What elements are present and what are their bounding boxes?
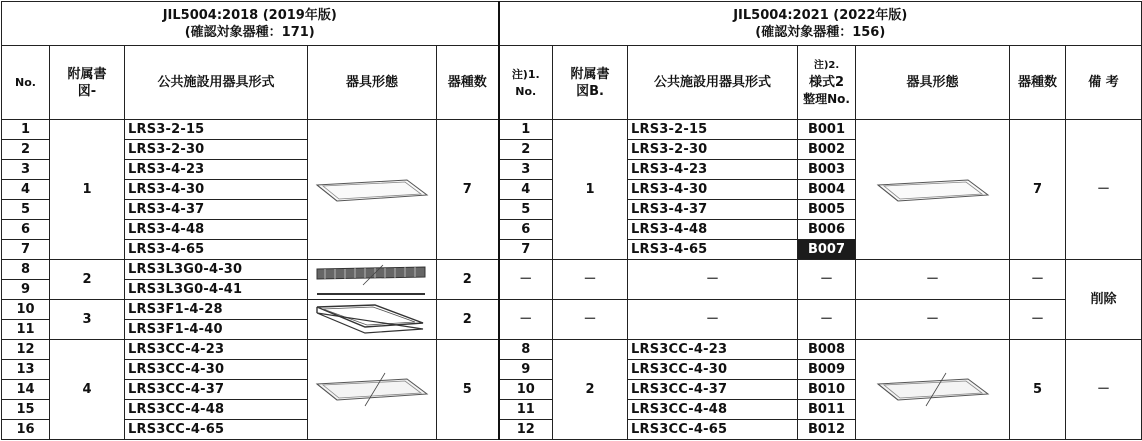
table-row: 5 LRS3-4-37 5 LRS3-4-37 B005 bbox=[2, 200, 1142, 220]
left-header-model: 公共施設用器具形式 bbox=[125, 46, 308, 120]
left-fig-cell: 2 bbox=[50, 260, 125, 300]
remarks-cell: － bbox=[1066, 120, 1142, 260]
left-count-cell: 5 bbox=[437, 340, 499, 440]
fixture-image-cell bbox=[308, 260, 437, 300]
right-header-model: 公共施設用器具形式 bbox=[628, 46, 798, 120]
left-count-cell: 2 bbox=[437, 260, 499, 300]
table-row: 16 LRS3CC-4-65 12 LRS3CC-4-65 B012 bbox=[2, 420, 1142, 440]
fixture-image-cell bbox=[856, 340, 1010, 440]
table-row: 13 LRS3CC-4-30 9 LRS3CC-4-30 B009 bbox=[2, 360, 1142, 380]
left-header-no: No. bbox=[2, 46, 50, 120]
table-row: 8 2 LRS3L3G0-4-30 2 － － － － － － 削除 bbox=[2, 260, 1142, 280]
right-header-fig: 附属書 図B. bbox=[553, 46, 628, 120]
left-header-fig: 附属書 図- bbox=[50, 46, 125, 120]
left-fig-cell: 1 bbox=[50, 120, 125, 260]
remarks-cell: － bbox=[1066, 340, 1142, 440]
right-title: JIL5004:2021 (2022年版) (確認対象器種：156) bbox=[499, 2, 1142, 46]
fixture-image-cell bbox=[308, 120, 437, 260]
table-row: 14 LRS3CC-4-37 10 LRS3CC-4-37 B010 bbox=[2, 380, 1142, 400]
fixture-image-cell bbox=[308, 300, 437, 340]
table-row: 9 LRS3L3G0-4-41 bbox=[2, 280, 1142, 300]
left-count-cell: 2 bbox=[437, 300, 499, 340]
frame-fixture-icon bbox=[313, 303, 431, 337]
table-row: 6 LRS3-4-48 6 LRS3-4-48 B006 bbox=[2, 220, 1142, 240]
louver-fixture-icon bbox=[313, 263, 431, 297]
fixture-image-cell bbox=[308, 340, 437, 440]
right-header-remarks: 備 考 bbox=[1066, 46, 1142, 120]
recessed-fixture-icon bbox=[313, 370, 431, 410]
table-row: 3 LRS3-4-23 3 LRS3-4-23 B003 bbox=[2, 160, 1142, 180]
comparison-table bbox=[1, 1, 1142, 440]
left-title: JIL5004:2018 (2019年版) (確認対象器種：171) bbox=[2, 2, 499, 46]
recessed-fixture-icon bbox=[313, 175, 431, 205]
table-row: 2 LRS3-2-30 2 LRS3-2-30 B002 bbox=[2, 140, 1142, 160]
table-row: 15 LRS3CC-4-48 11 LRS3CC-4-48 B011 bbox=[2, 400, 1142, 420]
recessed-fixture-icon bbox=[874, 370, 992, 410]
left-fig-cell: 3 bbox=[50, 300, 125, 340]
table-row: 10 3 LRS3F1-4-28 2 － － － － － － bbox=[2, 300, 1142, 320]
right-fig-cell: 2 bbox=[553, 340, 628, 440]
fixture-image-cell bbox=[856, 120, 1010, 260]
right-count-cell: 5 bbox=[1010, 340, 1066, 440]
recessed-fixture-icon bbox=[874, 175, 992, 205]
right-header-no: 注)1. No. bbox=[499, 46, 553, 120]
left-fig-cell: 4 bbox=[50, 340, 125, 440]
highlighted-code: B007 bbox=[798, 240, 856, 260]
right-header-form: 器具形態 bbox=[856, 46, 1010, 120]
left-header-form: 器具形態 bbox=[308, 46, 437, 120]
right-header-count: 器種数 bbox=[1010, 46, 1066, 120]
deleted-remark: 削除 bbox=[1066, 260, 1142, 340]
left-count-cell: 7 bbox=[437, 120, 499, 260]
left-header-count: 器種数 bbox=[437, 46, 499, 120]
table-row: 7 LRS3-4-65 7 LRS3-4-65 B007 bbox=[2, 240, 1142, 260]
table-row: 4 LRS3-4-30 4 LRS3-4-30 B004 bbox=[2, 180, 1142, 200]
table-row: 12 4 LRS3CC-4-23 5 8 2 LRS3CC-4-23 B008 5 － bbox=[2, 340, 1142, 360]
table-row: 1 1 LRS3-2-15 7 1 1 LRS3-2-15 B001 7 － bbox=[2, 120, 1142, 140]
right-header-code: 注)2. 様式2 整理No. bbox=[798, 46, 856, 120]
right-fig-cell: 1 bbox=[553, 120, 628, 260]
right-count-cell: 7 bbox=[1010, 120, 1066, 260]
table-row: 11 LRS3F1-4-40 bbox=[2, 320, 1142, 340]
